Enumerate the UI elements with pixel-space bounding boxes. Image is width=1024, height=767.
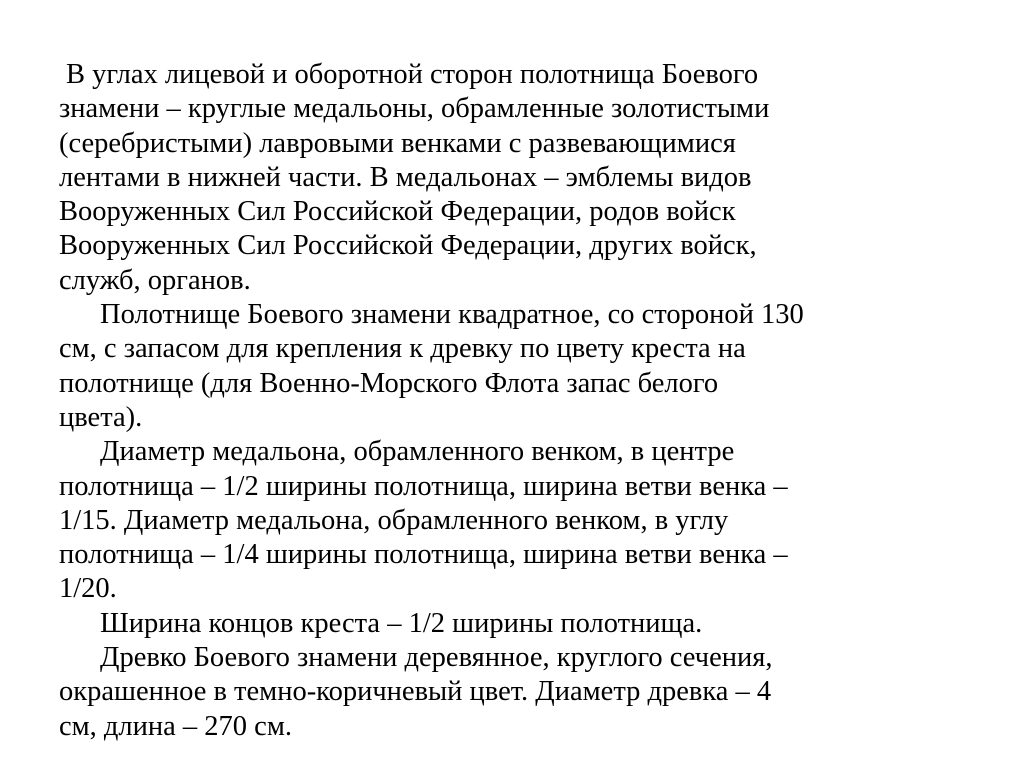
paragraph-3 (59, 435, 959, 606)
text-line: лентами в нижней части. В медальонах – эмблемы видов (59, 161, 752, 193)
text-line: полотнище (для Военно-Морского Флота запас белого (59, 367, 719, 399)
text-line: Диаметр медальона, обрамленного венком, в центре (100, 436, 735, 468)
text-line: цвета). (59, 401, 143, 433)
text-line: знамени – круглые медальоны, обрамленные золотистыми (59, 93, 770, 125)
text-line: см, длина – 270 см. (59, 710, 292, 742)
text-line: полотнища – 1/2 ширины полотнища, ширина ветви венка – (59, 470, 788, 502)
text-line: полотнища – 1/4 ширины полотнища, ширина ветви венка – (59, 539, 788, 571)
paragraph-4 (59, 607, 959, 641)
text-line: Вооруженных Сил Российской Федерации, других войск, (59, 230, 757, 262)
paragraph-1 (59, 58, 959, 298)
text-line: окрашенное в темно-коричневый цвет. Диаметр древка – 4 (59, 676, 772, 708)
text-line: служб, органов. (59, 264, 251, 296)
text-line: Ширина концов креста – 1/2 ширины полотнища. (100, 607, 703, 639)
text-line: 1/15. Диаметр медальона, обрамленного венком, в углу (59, 504, 729, 536)
paragraph-2 (59, 298, 959, 435)
text-line: 1/20. (59, 573, 117, 605)
text-line: Вооруженных Сил Российской Федерации, родов войск (59, 196, 736, 228)
text-line: Древко Боевого знамени деревянное, круглого сечения, (100, 642, 773, 674)
text-line: Полотнище Боевого знамени квадратное, со стороной 130 (100, 299, 804, 331)
body-text (59, 58, 959, 744)
text-line: В углах лицевой и оборотной сторон полотнища Боевого (66, 59, 759, 90)
paragraph-5 (59, 641, 959, 744)
text-line: см, с запасом для крепления к древку по цвету креста на (59, 333, 746, 365)
text-line: (серебристыми) лавровыми венками с развевающимися (59, 127, 736, 159)
